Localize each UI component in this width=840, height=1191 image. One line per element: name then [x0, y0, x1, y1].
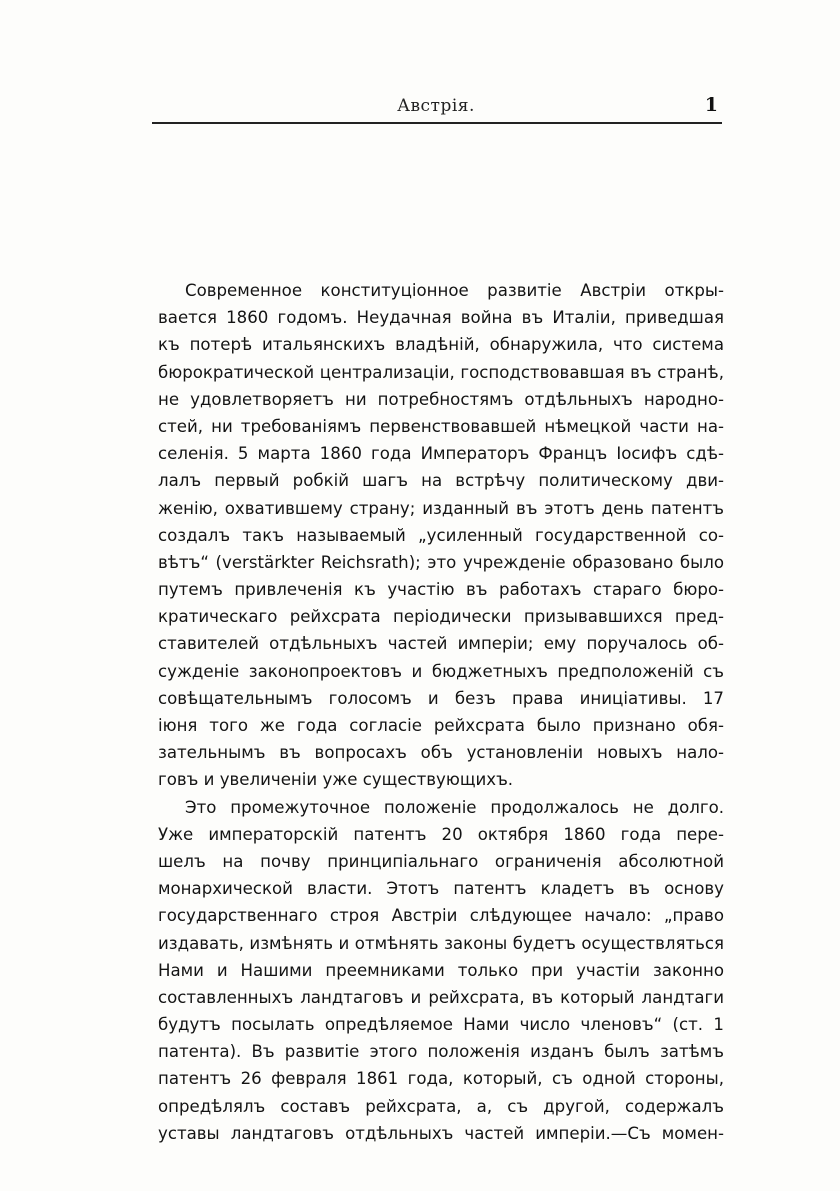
text-line: путемъ привлеченія къ участію въ работахъ стараго бюро-	[158, 580, 724, 600]
text-line: будутъ посылать опредѣляемое Нами число членовъ“ (ст. 1	[158, 1015, 724, 1035]
text-line: Современное конституціонное развитіе Австріи откры-	[185, 281, 724, 300]
text-line: не удовлетворяетъ ни потребностямъ отдѣльныхъ народно-	[158, 389, 724, 409]
text-line: вается 1860 годомъ. Неудачная война въ Италіи, приведшая	[158, 308, 724, 328]
running-head-title: Австрія.	[397, 96, 475, 116]
text-line: селенія. 5 марта 1860 года Императоръ Францъ Іосифъ сдѣ-	[158, 444, 724, 464]
text-line: создалъ такъ называемый „усиленный государственной со-	[158, 525, 724, 545]
text-line: говъ и увеличеніи уже существующихъ.	[158, 770, 514, 790]
header-rule	[152, 122, 722, 124]
page-number: 1	[704, 94, 718, 116]
text-line: государственнаго строя Австріи слѣдующее начало: „право	[158, 906, 724, 926]
body-text	[158, 277, 724, 1147]
text-line: Это промежуточное положеніе продолжалось не долго.	[185, 797, 724, 817]
text-line: составленныхъ ландтаговъ и рейхсрата, въ который ландтаги	[158, 987, 724, 1007]
text-line: іюня того же года согласіе рейхсрата было признано обя-	[158, 716, 724, 735]
text-line: вѣтъ“ (verstärkter Reichsrath); это учрежденіе образовано было	[158, 552, 724, 572]
text-line: шелъ на почву принципіальнаго ограниченія абсолютной	[158, 851, 724, 871]
text-line: кратическаго рейхсрата періодически призывавшихся пред-	[158, 607, 724, 627]
text-line: Уже императорскій патентъ 20 октября 1860 года пере-	[158, 824, 724, 844]
text-line: Нами и Нашими преемниками только при участіи законно	[158, 960, 724, 980]
text-line: стей, ни требованіямъ первенствовавшей нѣмецкой части на-	[158, 416, 724, 436]
text-line: сужденіе законопроектовъ и бюджетныхъ предположеній съ	[158, 661, 724, 681]
text-line: ставителей отдѣльныхъ частей имперіи; ему поручалось об-	[158, 634, 724, 654]
text-line: опредѣлялъ составъ рейхсрата, а, съ другой, содержалъ	[158, 1096, 724, 1116]
text-line: зательнымъ въ вопросахъ объ установленіи новыхъ нало-	[158, 743, 724, 763]
text-line: женію, охватившему страну; изданный въ этотъ день патентъ	[158, 498, 724, 518]
text-line: къ потерѣ итальянскихъ владѣній, обнаружила, что система	[158, 335, 724, 355]
text-line: патента). Въ развитіе этого положенія изданъ былъ затѣмъ	[158, 1042, 724, 1062]
text-line: монархической власти. Этотъ патентъ кладетъ въ основу	[158, 879, 724, 899]
running-head	[152, 94, 720, 124]
text-line: уставы ландтаговъ отдѣльныхъ частей имперіи.—Съ момен-	[158, 1123, 724, 1143]
text-line: патентъ 26 февраля 1861 года, который, съ одной стороны,	[158, 1069, 724, 1089]
text-line: издавать, измѣнять и отмѣнять законы будетъ осуществляться	[158, 933, 724, 953]
text-line: бюрократической централизаціи, господствовавшая въ странѣ,	[158, 362, 724, 382]
text-line: совѣщательнымъ голосомъ и безъ права иниціативы. 17	[158, 688, 724, 708]
text-line: лалъ первый робкій шагъ на встрѣчу политическому дви-	[158, 471, 724, 491]
